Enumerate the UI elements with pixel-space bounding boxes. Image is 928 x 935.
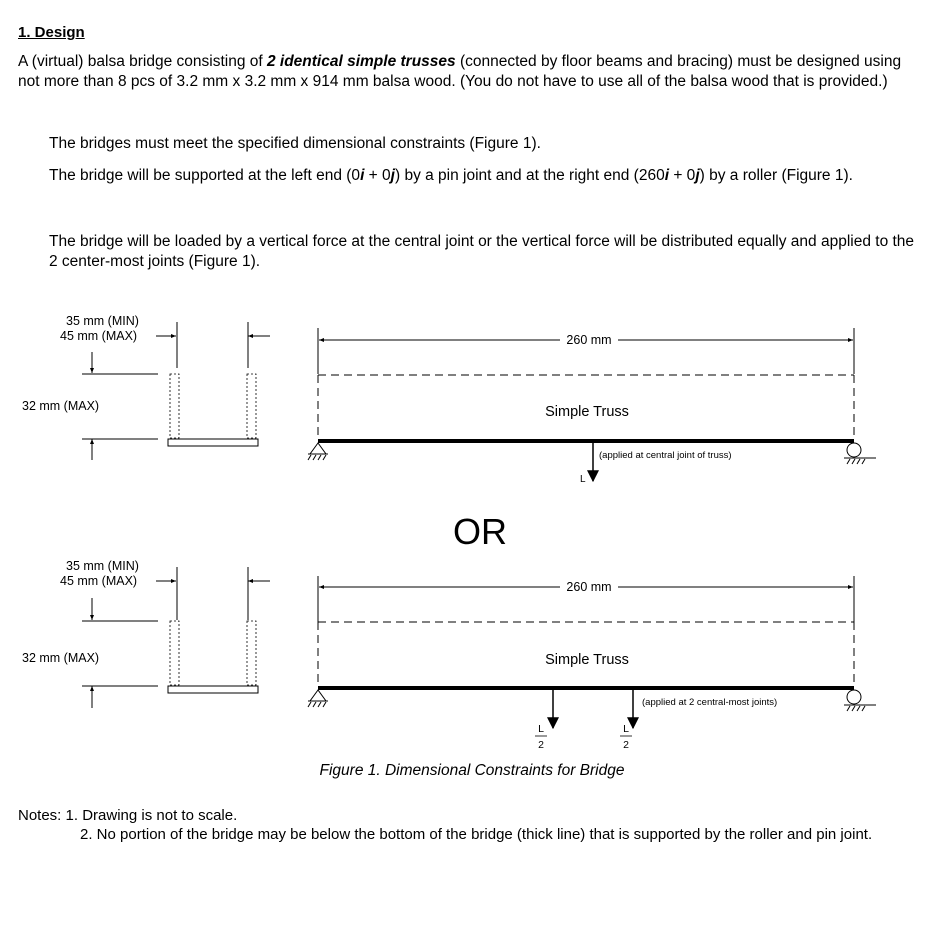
deck-section-2 (168, 686, 258, 693)
cross-section-bottom (22, 559, 270, 708)
notes-section (18, 806, 873, 843)
roller-hatch-icon-2 (844, 705, 876, 711)
elevation-bottom (308, 576, 876, 751)
deck-section (168, 439, 258, 446)
width-max-label: 45 mm (MAX) (60, 329, 138, 343)
roller-hatch-icon (844, 458, 876, 464)
truss-label: Simple Truss (545, 404, 629, 420)
pin-support-icon (310, 443, 326, 454)
truss-section-right (247, 374, 256, 438)
cross-section-top (22, 314, 270, 460)
half-load-right-denominator: 2 (623, 739, 629, 751)
truss-section-left (170, 374, 179, 438)
roller-support-icon-2 (847, 690, 861, 704)
roller-support-icon (847, 443, 861, 457)
height-max-label: 32 mm (MAX) (22, 399, 100, 413)
unit-vector-i-left: i (360, 167, 365, 184)
pin-hatch-icon-2 (308, 701, 328, 707)
unit-vector-j-left: j (390, 167, 395, 184)
support-text-2: + 0 (364, 167, 391, 184)
central-load-note: (applied at central joint of truss) (599, 450, 732, 461)
pin-support-icon-2 (310, 690, 326, 701)
two-load-note: (applied at 2 central-most joints) (642, 697, 778, 708)
height-max-label-2: 32 mm (MAX) (22, 651, 100, 665)
half-load-left-denominator: 2 (538, 739, 544, 751)
unit-vector-i-right: i (664, 167, 670, 184)
elevation-top (308, 328, 876, 485)
note-2: 2. No portion of the bridge may be below the bottom of the bridge (thick line) that is supported by the roller and pin joint. (80, 826, 873, 843)
or-label: OR (453, 511, 507, 552)
truss-section-left-2 (170, 621, 179, 685)
half-load-left-numerator: L (538, 723, 544, 735)
width-min-label-2: 35 mm (MIN) (66, 559, 139, 573)
width-max-label-2: 45 mm (MAX) (60, 574, 138, 588)
support-text-5: ) by a roller (Figure 1). (699, 167, 853, 184)
span-label-2: 260 mm (566, 580, 612, 594)
truss-section-right-2 (247, 621, 256, 685)
intro-text-end: (connected by floor beams and bracing) must be designed using not more than 8 pcs of 3.2 mm x 3.2 mm x 914 mm balsa wood. (You do not have to use all of the balsa wood that is provided.) (18, 53, 902, 90)
intro-text-start: A (virtual) balsa bridge consisting of (18, 53, 267, 70)
truss-label-2: Simple Truss (545, 652, 629, 668)
width-min-label: 35 mm (MIN) (66, 314, 139, 328)
central-load-label: L (580, 474, 586, 485)
support-paragraph (49, 166, 919, 186)
support-text-3: ) by a pin joint and at the right end (260 (394, 167, 665, 184)
intro-emphasis: 2 identical simple trusses (266, 53, 456, 70)
constraints-paragraph: The bridges must meet the specified dimensional constraints (Figure 1). (49, 135, 541, 152)
support-text-4: + 0 (669, 167, 696, 184)
span-label: 260 mm (566, 333, 612, 347)
figure-caption: Figure 1. Dimensional Constraints for Bridge (319, 762, 625, 779)
unit-vector-j-right: j (695, 167, 700, 184)
loading-paragraph: The bridge will be loaded by a vertical force at the central joint or the vertical force will be distributed equally and applied to the 2 center-most joints (Figure 1). (49, 233, 915, 270)
pin-hatch-icon (308, 454, 328, 460)
half-load-right-numerator: L (623, 723, 629, 735)
figure-1-diagram (0, 300, 928, 790)
support-text-1: The bridge will be supported at the left end (0 (49, 167, 361, 184)
section-heading: 1. Design (18, 24, 85, 41)
note-1: Notes: 1. Drawing is not to scale. (18, 807, 238, 824)
intro-paragraph (18, 52, 918, 92)
